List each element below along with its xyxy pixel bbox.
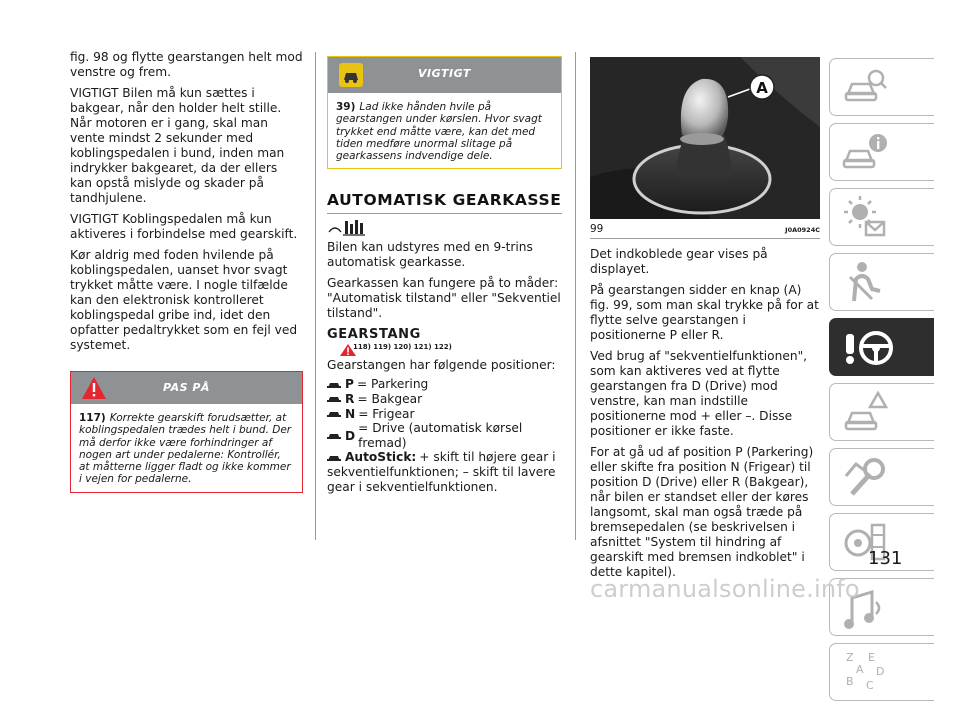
warning-text: Korrekte gearskift forudsætter, at koblingspedalen trædes helt i bund. Der må derfor ikke være forhindringer af nogen art under pedalerne: Kontrollér, at måtterne ligger fladt og ikke kommer i vejen for pedalerne. xyxy=(79,412,292,486)
car-info-icon xyxy=(842,129,888,175)
list-item xyxy=(327,421,562,450)
paragraph: VIGTIGT Koblingspedalen må kun aktiveres i forbindelse med gearskift. xyxy=(70,212,298,241)
alphabetical-index-icon xyxy=(842,649,888,695)
warning-title: PAS PÅ xyxy=(163,381,210,394)
gear-key: P xyxy=(345,377,354,392)
svg-text:C: C xyxy=(866,679,874,692)
service-wrench-icon xyxy=(842,454,888,500)
warning-references: 118) 119) 120) 121) 122) xyxy=(353,343,452,352)
gear-desc: = Frigear xyxy=(358,406,415,421)
column-divider xyxy=(575,52,576,540)
page-number: 131 xyxy=(868,548,903,569)
list-item xyxy=(327,407,562,422)
chapter-tabs xyxy=(829,58,934,708)
warning-header xyxy=(71,372,302,404)
gear-key: AutoStick: xyxy=(345,450,417,465)
gear-position-list xyxy=(327,377,562,465)
tab-car-info[interactable] xyxy=(829,123,934,181)
figure-caption xyxy=(590,219,820,239)
column-divider xyxy=(315,52,316,540)
tab-car-search[interactable] xyxy=(829,58,934,116)
important-number: 39) xyxy=(336,101,356,113)
subsection-title: GEARSTANG xyxy=(327,327,421,343)
car-icon xyxy=(327,409,341,419)
tab-safety[interactable] xyxy=(829,253,934,311)
paragraph: sekventielfunktionen; – skift til lavere gear i sekventielfunktionen. xyxy=(327,465,556,495)
car-icon xyxy=(327,453,341,463)
column-middle xyxy=(327,50,562,501)
gear-key: N xyxy=(345,406,356,421)
tab-emergency[interactable] xyxy=(829,383,934,441)
paragraph: fig. 98 og flytte gearstangen helt mod venstre og frem. xyxy=(70,50,303,79)
figure-code: J0A0924C xyxy=(785,226,820,234)
car-icon xyxy=(327,394,341,404)
svg-text:Z: Z xyxy=(846,651,854,664)
column-left xyxy=(70,50,303,493)
important-header xyxy=(328,57,561,93)
important-body xyxy=(328,93,561,168)
tab-index[interactable] xyxy=(829,643,934,701)
callout-a-label: A xyxy=(756,79,768,97)
list-item xyxy=(327,377,562,392)
figure-number: 99 xyxy=(590,223,604,235)
gear-lever-illustration xyxy=(590,57,820,219)
paragraph: Bilen kan udstyres med en 9-trins automatisk gearkasse. xyxy=(327,240,533,270)
gear-desc: = Drive (automatisk kørsel fremad) xyxy=(358,421,523,450)
paragraph: På gearstangen sidder en knap (A) fig. 99, som man skal trykke på for at flytte selve gearstangen i positionerne P eller R. xyxy=(590,283,819,342)
automatic-gearbox-icon xyxy=(327,218,367,238)
list-item xyxy=(327,450,562,465)
gear-lever-photo xyxy=(590,57,820,219)
gear-key: D xyxy=(345,428,356,443)
paragraph: Kør aldrig med foden hvilende på koblingspedalen, uanset hvor svagt trykket måtte være. I nogle tilfælde kan den elektronisk kontrolleret koblingspedal gribe ind, idet den opfatter pedaltrykket som en fejl ved systemet. xyxy=(70,248,298,352)
important-box xyxy=(327,56,562,169)
svg-text:B: B xyxy=(846,675,854,688)
paragraph: VIGTIGT Bilen må kun sættes i bakgear, når den holder helt stille. Når motoren er i gang, skal man vente mindst 2 sekunder med koblingspedalen i bund, inden man indrykker bakgearet, da der ellers kan opstå mislyde og skader på tandhjulene. xyxy=(70,86,285,205)
gear-desc: = Bakgear xyxy=(357,392,423,407)
svg-text:D: D xyxy=(876,665,885,678)
paragraph: Det indkoblede gear vises på displayet. xyxy=(590,247,768,276)
important-title: VIGTIGT xyxy=(418,67,471,80)
car-icon xyxy=(327,380,341,390)
paragraph: Gearstangen har følgende positioner: xyxy=(327,358,556,373)
paragraph: Gearkassen kan fungere på to måder: "Automatisk tilstand" eller "Sekventiel tilstand". xyxy=(327,276,561,321)
warning-lights-icon xyxy=(842,194,888,240)
tab-warning-lights[interactable] xyxy=(829,188,934,246)
gear-desc: = Parkering xyxy=(356,377,429,392)
section-title: AUTOMATISK GEARKASSE xyxy=(327,191,562,214)
watermark: carmanualsonline.info xyxy=(590,575,860,603)
roadside-emergency-icon xyxy=(842,389,888,435)
warning-number: 117) xyxy=(79,412,106,424)
paragraph: Ved brug af "sekventielfunktionen", som kan aktiveres ved at flytte gearstangen fra D (Drive) mod venstre, kan man indstille positionerne mod + eller –. Disse positioner er ikke faste. xyxy=(590,349,808,438)
car-icon xyxy=(327,431,341,441)
list-item xyxy=(327,392,562,407)
gear-desc: + skift til højere gear i xyxy=(419,450,556,465)
column-right xyxy=(590,57,820,586)
svg-text:A: A xyxy=(856,663,864,676)
tab-service[interactable] xyxy=(829,448,934,506)
important-text: Lad ikke hånden hvile på gearstangen under kørslen. Hvor svagt trykket end måtte være, kan det med tiden medføre unormal slitage på gearkassens indvendige dele. xyxy=(336,101,542,163)
reference-row xyxy=(327,343,562,354)
car-search-icon xyxy=(842,64,888,110)
safety-icon xyxy=(842,259,888,305)
gear-key: R xyxy=(345,392,355,407)
paragraph: For at gå ud af position P (Parkering) eller skifte fra position N (Frigear) til position D (Drive) eller R (Bakgear), når bilen er standset eller der køres langsomt, skal man også træde på bremsepedalen (se beskrivelsen i afsnittet "System til hindring af gearskift med bremsen indkoblet" i dette kapitel). xyxy=(590,445,814,579)
steering-wheel-key-icon xyxy=(842,324,902,370)
warning-box xyxy=(70,371,303,493)
svg-text:E: E xyxy=(868,651,875,664)
tab-starting-and-driving[interactable] xyxy=(829,318,934,376)
warning-body xyxy=(71,404,302,492)
